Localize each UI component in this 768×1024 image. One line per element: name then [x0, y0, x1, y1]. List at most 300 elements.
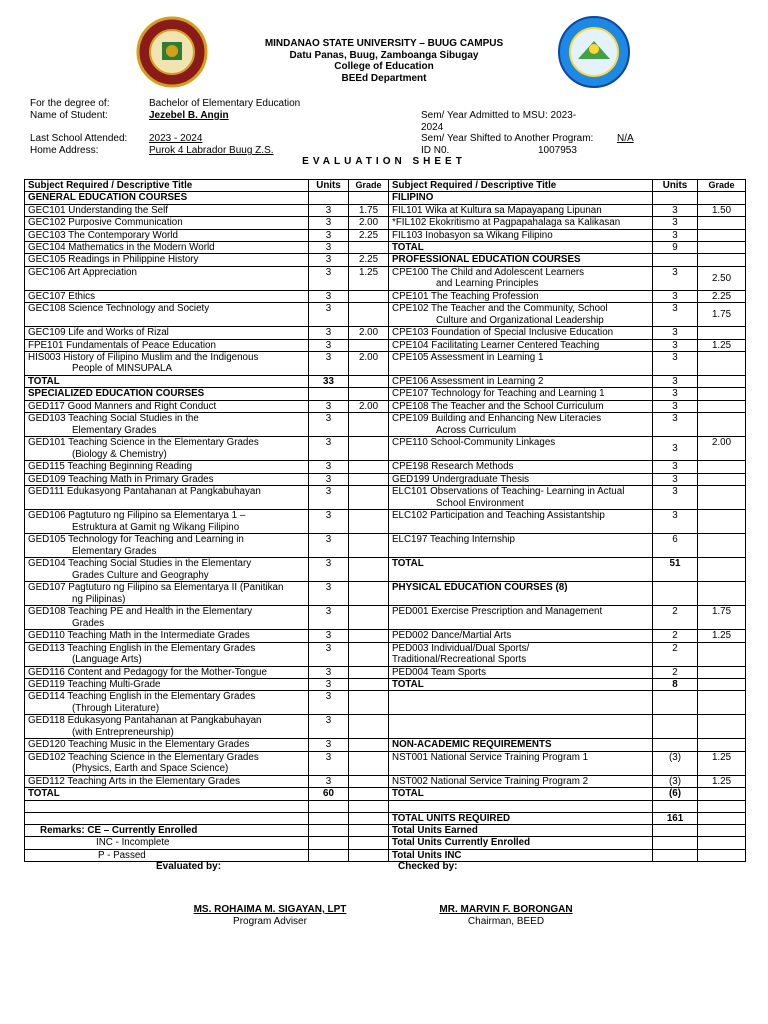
- units-cell-right: [653, 715, 698, 739]
- col-units-left: Units: [309, 180, 349, 192]
- subject-title: GED102 Teaching Science in the Elementary Grades: [28, 751, 259, 763]
- grade-cell-left: [349, 413, 389, 437]
- subject-cell-left: [25, 824, 309, 836]
- units-cell-right: 3: [653, 327, 698, 339]
- grade-cell-left: [349, 376, 389, 388]
- grade-cell-right: [698, 837, 746, 849]
- subject-title: ELC102 Participation and Teaching Assistantship: [392, 510, 605, 522]
- evaluator-name: MS. ROHAIMA M. SIGAYAN, LPT: [193, 904, 347, 915]
- checked-by-label: Checked by:: [398, 861, 458, 872]
- grade-cell-right: [698, 582, 746, 606]
- units-cell-right: (6): [653, 788, 698, 800]
- subject-title: GED199 Undergraduate Thesis: [392, 473, 530, 485]
- subject-title: GEC101 Understanding the Self: [28, 204, 168, 216]
- grade-cell-left: 2.00: [349, 352, 389, 376]
- units-cell-right: 161: [653, 812, 698, 824]
- units-cell-right: [653, 691, 698, 715]
- units-cell-left: 3: [309, 217, 349, 229]
- subject-title: GED109 Teaching Math in Primary Grades: [28, 473, 214, 485]
- subject-title: PED004 Team Sports: [392, 666, 487, 678]
- subject-title: CPE101 The Teaching Profession: [392, 290, 539, 302]
- subject-cell-right: [389, 691, 653, 715]
- units-cell-right: 3: [653, 486, 698, 510]
- units-cell-right: [653, 837, 698, 849]
- subject-title: CPE107 Technology for Teaching and Learning 1: [392, 388, 605, 400]
- subject-title: Remarks: CE – Currently Enrolled: [40, 824, 198, 836]
- units-cell-right: 3: [653, 376, 698, 388]
- university-name: MINDANAO STATE UNIVERSITY – BUUG CAMPUS: [264, 38, 504, 49]
- table-row: [25, 303, 746, 327]
- subject-title: GENERAL EDUCATION COURSES: [28, 192, 188, 204]
- subject-title: CPE105 Assessment in Learning 1: [392, 352, 544, 364]
- subject-title-continued: School Environment: [436, 497, 524, 509]
- evaluator-title: Program Adviser: [233, 916, 307, 927]
- subject-title: GED103 Teaching Social Studies in the: [28, 413, 199, 425]
- subject-title: CPE103 Foundation of Special Inclusive Education: [392, 327, 614, 339]
- subject-cell-right: [389, 437, 653, 461]
- student-name-label: Name of Student:: [30, 110, 108, 121]
- subject-title: CPE109 Building and Enhancing New Literacies: [392, 413, 602, 425]
- table-row: [25, 352, 746, 376]
- table-row: [25, 290, 746, 302]
- grade-cell-right: [698, 254, 746, 266]
- units-cell-right: (3): [653, 751, 698, 775]
- grade-cell-right: [698, 229, 746, 241]
- units-cell-right: 2: [653, 642, 698, 666]
- subject-title-continued: and Learning Principles: [436, 278, 539, 290]
- subject-cell-left: [25, 800, 309, 812]
- subject-cell-right: [389, 715, 653, 739]
- subject-title: NON-ACADEMIC REQUIREMENTS: [392, 739, 552, 751]
- subject-title: FIL101 Wika at Kultura sa Mapayapang Lipunan: [392, 204, 602, 216]
- units-cell-left: 3: [309, 775, 349, 787]
- units-cell-left: 3: [309, 266, 349, 290]
- subject-title-continued: Traditional/Recreational Sports: [392, 653, 527, 665]
- subject-title: GED101 Teaching Science in the Elementary Grades: [28, 437, 259, 449]
- grade-cell-right: [698, 678, 746, 690]
- table-row: [25, 558, 746, 582]
- table-row: [25, 254, 746, 266]
- grade-cell-right: [698, 486, 746, 510]
- subject-title: Total Units INC: [392, 849, 462, 861]
- subject-cell-right: [389, 388, 653, 400]
- units-cell-left: 3: [309, 751, 349, 775]
- grade-cell-left: [349, 582, 389, 606]
- grade-cell-right: [698, 461, 746, 473]
- subject-title: GED115 Teaching Beginning Reading: [28, 461, 193, 473]
- subject-title: GEC104 Mathematics in the Modern World: [28, 242, 215, 254]
- subject-cell-right: [389, 352, 653, 376]
- subject-title: GEC105 Readings in Philippine History: [28, 254, 199, 266]
- table-row: [25, 751, 746, 775]
- units-cell-right: 3: [653, 303, 698, 327]
- table-row: [25, 739, 746, 751]
- admitted-value: 2024: [421, 122, 444, 133]
- table-row: [25, 388, 746, 400]
- table-row: [25, 812, 746, 824]
- subject-cell-right: [389, 837, 653, 849]
- grade-cell-left: [349, 824, 389, 836]
- subject-title: GED107 Pagtuturo ng Filipino sa Elementarya II (Panitikan: [28, 582, 284, 594]
- units-cell-right: [653, 849, 698, 861]
- subject-title: FILIPINO: [392, 192, 434, 204]
- subject-title: TOTAL: [392, 788, 424, 800]
- shifted-label: Sem/ Year Shifted to Another Program:: [421, 133, 594, 144]
- units-cell-right: 3: [653, 413, 698, 437]
- subject-cell-right: [389, 192, 653, 204]
- grade-cell-left: [349, 775, 389, 787]
- subject-title: GED120 Teaching Music in the Elementary Grades: [28, 739, 250, 751]
- subject-cell-left: [25, 192, 309, 204]
- units-cell-left: 3: [309, 666, 349, 678]
- grade-cell-left: [349, 192, 389, 204]
- units-cell-left: 3: [309, 715, 349, 739]
- grade-cell-right: [698, 691, 746, 715]
- units-cell-left: 3: [309, 473, 349, 485]
- grade-cell-left: [349, 812, 389, 824]
- subject-title-continued: People of MINSUPALA: [72, 363, 173, 375]
- units-cell-left: 33: [309, 376, 349, 388]
- subject-cell-left: [25, 388, 309, 400]
- subject-title: NST002 National Service Training Program 2: [392, 775, 589, 787]
- grade-cell-right: [698, 327, 746, 339]
- grade-cell-right: [698, 473, 746, 485]
- subject-title: GED110 Teaching Math in the Intermediate Grades: [28, 630, 250, 642]
- subject-title: FIL103 Inobasyon sa Wikang Filipino: [392, 229, 553, 241]
- subject-title: TOTAL: [392, 242, 424, 254]
- units-cell-right: 3: [653, 266, 698, 290]
- units-cell-left: 3: [309, 461, 349, 473]
- college-name: College of Education: [334, 61, 434, 72]
- grade-cell-left: [349, 290, 389, 302]
- grade-cell-left: 2.00: [349, 217, 389, 229]
- grade-cell-right: [698, 642, 746, 666]
- department-name: BEEd Department: [341, 72, 427, 84]
- units-cell-left: [309, 388, 349, 400]
- subject-cell-left: [25, 739, 309, 751]
- subject-title-continued: (Language Arts): [72, 653, 142, 665]
- grade-cell-right: [698, 812, 746, 824]
- subject-cell-left: [25, 352, 309, 376]
- table-row: [25, 582, 746, 606]
- table-row: [25, 437, 746, 461]
- units-cell-left: [309, 849, 349, 861]
- subject-cell-left: [25, 751, 309, 775]
- table-row: [25, 217, 746, 229]
- table-row: [25, 824, 746, 836]
- subject-cell-right: [389, 413, 653, 437]
- units-cell-left: 60: [309, 788, 349, 800]
- units-cell-left: 3: [309, 303, 349, 327]
- grade-cell-left: [349, 510, 389, 534]
- subject-cell-right: [389, 376, 653, 388]
- subject-cell-right: [389, 800, 653, 812]
- subject-cell-left: [25, 242, 309, 254]
- grade-cell-left: [349, 558, 389, 582]
- subject-title: P - Passed: [98, 849, 146, 861]
- subject-cell-left: [25, 327, 309, 339]
- grade-cell-right: [698, 413, 746, 437]
- grade-cell-right: 1.25: [698, 630, 746, 642]
- subject-cell-right: [389, 534, 653, 558]
- grade-cell-left: [349, 461, 389, 473]
- subject-title: PED002 Dance/Martial Arts: [392, 630, 512, 642]
- units-cell-right: [653, 800, 698, 812]
- units-cell-right: [653, 582, 698, 606]
- subject-cell-left: [25, 217, 309, 229]
- subject-title: FPE101 Fundamentals of Peace Education: [28, 339, 216, 351]
- units-cell-right: 3: [653, 388, 698, 400]
- subject-cell-right: [389, 303, 653, 327]
- units-cell-right: 3: [653, 352, 698, 376]
- grade-cell-right: [698, 376, 746, 388]
- subject-cell-right: [389, 606, 653, 630]
- grade-cell-right: [698, 788, 746, 800]
- table-row: [25, 534, 746, 558]
- subject-cell-left: [25, 666, 309, 678]
- subject-title: GED113 Teaching English in the Elementary Grades: [28, 642, 256, 654]
- document-header: [0, 38, 768, 84]
- grade-cell-right: [698, 800, 746, 812]
- units-cell-right: 3: [653, 229, 698, 241]
- table-row: [25, 376, 746, 388]
- units-cell-right: [653, 192, 698, 204]
- units-cell-left: 3: [309, 339, 349, 351]
- home-address-label: Home Address:: [30, 145, 99, 156]
- units-cell-right: 3: [653, 461, 698, 473]
- subject-cell-left: [25, 849, 309, 861]
- table-row: [25, 242, 746, 254]
- units-cell-right: 3: [653, 437, 698, 461]
- subject-cell-right: [389, 339, 653, 351]
- col-subject-right: Subject Required / Descriptive Title: [389, 180, 653, 192]
- units-cell-left: [309, 837, 349, 849]
- units-cell-left: 3: [309, 229, 349, 241]
- subject-title-continued: (Physics, Earth and Space Science): [72, 763, 229, 775]
- grade-cell-left: [349, 666, 389, 678]
- table-row: [25, 510, 746, 534]
- grade-cell-left: [349, 691, 389, 715]
- subject-title: ELC101 Observations of Teaching- Learning in Actual: [392, 486, 625, 498]
- subject-cell-left: [25, 678, 309, 690]
- subject-title: CPE106 Assessment in Learning 2: [392, 376, 544, 388]
- grade-cell-right: [698, 715, 746, 739]
- subject-title: CPE100 The Child and Adolescent Learners: [392, 266, 585, 278]
- grade-cell-left: [349, 751, 389, 775]
- grade-cell-right: 2.00: [698, 437, 746, 461]
- grade-cell-right: 1.25: [698, 775, 746, 787]
- grade-cell-right: 1.75: [698, 606, 746, 630]
- subject-cell-right: [389, 327, 653, 339]
- grade-cell-left: 2.00: [349, 400, 389, 412]
- subject-cell-right: [389, 486, 653, 510]
- table-row: [25, 266, 746, 290]
- subject-cell-left: [25, 510, 309, 534]
- grade-cell-left: [349, 242, 389, 254]
- grade-cell-left: [349, 642, 389, 666]
- degree-label: For the degree of:: [30, 98, 110, 109]
- subject-title: GED114 Teaching English in the Elementary Grades: [28, 691, 256, 703]
- units-cell-right: 3: [653, 510, 698, 534]
- grade-cell-right: [698, 388, 746, 400]
- units-cell-right: 3: [653, 290, 698, 302]
- subject-cell-right: [389, 751, 653, 775]
- university-address: Datu Panas, Buug, Zamboanga Sibugay: [289, 49, 479, 61]
- subject-title: GED104 Teaching Social Studies in the Elementary: [28, 558, 252, 570]
- subject-title: ELC197 Teaching Internship: [392, 534, 515, 546]
- admitted-label: Sem/ Year Admitted to MSU: 2023-: [421, 110, 577, 121]
- units-cell-left: 3: [309, 400, 349, 412]
- units-cell-left: [309, 812, 349, 824]
- subject-cell-left: [25, 461, 309, 473]
- subject-title: GEC107 Ethics: [28, 290, 95, 302]
- col-subject-left: Subject Required / Descriptive Title: [25, 180, 309, 192]
- grade-cell-right: [698, 558, 746, 582]
- units-cell-left: 3: [309, 606, 349, 630]
- subject-title: CPE104 Facilitating Learner Centered Teaching: [392, 339, 600, 351]
- subject-title: GED117 Good Manners and Right Conduct: [28, 400, 217, 412]
- grade-cell-right: [698, 192, 746, 204]
- units-cell-left: 3: [309, 242, 349, 254]
- grade-cell-left: [349, 715, 389, 739]
- shifted-value: N/A: [617, 133, 634, 144]
- subject-title: SPECIALIZED EDUCATION COURSES: [28, 388, 205, 400]
- units-cell-right: 2: [653, 666, 698, 678]
- subject-cell-left: [25, 254, 309, 266]
- subject-title: PROFESSIONAL EDUCATION COURSES: [392, 254, 581, 266]
- units-cell-left: [309, 824, 349, 836]
- table-row: [25, 800, 746, 812]
- grade-cell-left: [349, 606, 389, 630]
- evaluated-by-label: Evaluated by:: [156, 861, 222, 872]
- units-cell-left: 3: [309, 582, 349, 606]
- grade-cell-right: 2.50: [698, 266, 746, 290]
- subject-cell-left: [25, 339, 309, 351]
- grade-cell-left: 1.75: [349, 204, 389, 216]
- table-row: [25, 715, 746, 739]
- subject-title: GED106 Pagtuturo ng Filipino sa Elementarya 1 –: [28, 510, 246, 522]
- subject-title: GED112 Teaching Arts in the Elementary Grades: [28, 775, 241, 787]
- grade-cell-right: [698, 739, 746, 751]
- table-row: [25, 666, 746, 678]
- grade-cell-left: [349, 800, 389, 812]
- evaluation-table: [24, 179, 746, 862]
- subject-cell-left: [25, 775, 309, 787]
- evaluation-sheet-title: EVALUATION SHEET: [302, 156, 466, 167]
- grade-cell-left: [349, 486, 389, 510]
- subject-cell-left: [25, 691, 309, 715]
- subject-title: TOTAL: [392, 558, 424, 570]
- student-name-value: Jezebel B. Angin: [149, 110, 229, 121]
- table-row: [25, 229, 746, 241]
- table-row: [25, 691, 746, 715]
- subject-cell-left: [25, 290, 309, 302]
- grade-cell-left: [349, 303, 389, 327]
- subject-title-continued: Grades: [72, 617, 105, 629]
- units-cell-right: 8: [653, 678, 698, 690]
- subject-title-continued: Culture and Organizational Leadership: [436, 314, 604, 326]
- units-cell-right: 2: [653, 630, 698, 642]
- units-cell-left: 3: [309, 510, 349, 534]
- subject-cell-right: [389, 824, 653, 836]
- units-cell-right: 3: [653, 473, 698, 485]
- subject-cell-right: [389, 400, 653, 412]
- subject-title: GED119 Teaching Multi-Grade: [28, 678, 161, 690]
- grade-cell-right: 1.50: [698, 204, 746, 216]
- grade-cell-right: [698, 849, 746, 861]
- grade-cell-left: [349, 534, 389, 558]
- subject-title: Total Units Earned: [392, 824, 478, 836]
- table-row: [25, 849, 746, 861]
- subject-cell-left: [25, 486, 309, 510]
- subject-title: PHYSICAL EDUCATION COURSES (8): [392, 582, 568, 594]
- units-cell-left: 3: [309, 290, 349, 302]
- units-cell-left: [309, 192, 349, 204]
- grade-cell-right: [698, 352, 746, 376]
- subject-title: GED116 Content and Pedagogy for the Mother-Tongue: [28, 666, 267, 678]
- grade-cell-right: 1.25: [698, 339, 746, 351]
- table-row: [25, 461, 746, 473]
- subject-title: TOTAL: [28, 788, 60, 800]
- units-cell-right: (3): [653, 775, 698, 787]
- evaluator-signature-block: [170, 904, 370, 928]
- table-header-row: [25, 180, 746, 192]
- subject-cell-left: [25, 437, 309, 461]
- subject-cell-right: [389, 630, 653, 642]
- subject-cell-left: [25, 558, 309, 582]
- grade-cell-right: 1.25: [698, 751, 746, 775]
- subject-cell-left: [25, 413, 309, 437]
- grade-cell-left: [349, 849, 389, 861]
- subject-cell-left: [25, 229, 309, 241]
- subject-cell-right: [389, 849, 653, 861]
- subject-title: GEC109 Life and Works of Rizal: [28, 327, 169, 339]
- subject-title: TOTAL: [28, 376, 60, 388]
- units-cell-left: 3: [309, 642, 349, 666]
- grade-cell-left: [349, 739, 389, 751]
- grade-cell-right: [698, 217, 746, 229]
- grade-cell-left: 2.00: [349, 327, 389, 339]
- grade-cell-left: [349, 339, 389, 351]
- table-row: [25, 486, 746, 510]
- subject-cell-left: [25, 642, 309, 666]
- subject-cell-right: [389, 812, 653, 824]
- table-row: [25, 204, 746, 216]
- units-cell-right: [653, 824, 698, 836]
- units-cell-right: 2: [653, 606, 698, 630]
- subject-cell-right: [389, 558, 653, 582]
- grade-cell-left: 2.25: [349, 254, 389, 266]
- subject-cell-left: [25, 376, 309, 388]
- subject-title: *FIL102 Ekokritismo at Pagpapahalaga sa Kalikasan: [392, 217, 621, 229]
- subject-title: GED118 Edukasyong Pantahanan at Pangkabuhayan: [28, 715, 262, 727]
- subject-title: Total Units Currently Enrolled: [392, 837, 531, 849]
- id-value: 1007953: [538, 145, 577, 156]
- grade-cell-left: [349, 678, 389, 690]
- units-cell-left: 3: [309, 486, 349, 510]
- subject-cell-right: [389, 242, 653, 254]
- table-row: [25, 788, 746, 800]
- units-cell-left: 3: [309, 254, 349, 266]
- subject-title: TOTAL UNITS REQUIRED: [392, 812, 511, 824]
- units-cell-left: 3: [309, 327, 349, 339]
- subject-title: HIS003 History of Filipino Muslim and the Indigenous: [28, 352, 259, 364]
- grade-cell-right: [698, 534, 746, 558]
- grade-cell-left: [349, 788, 389, 800]
- home-address-value: Purok 4 Labrador Buug Z.S.: [149, 145, 274, 156]
- subject-cell-left: [25, 715, 309, 739]
- grade-cell-right: [698, 400, 746, 412]
